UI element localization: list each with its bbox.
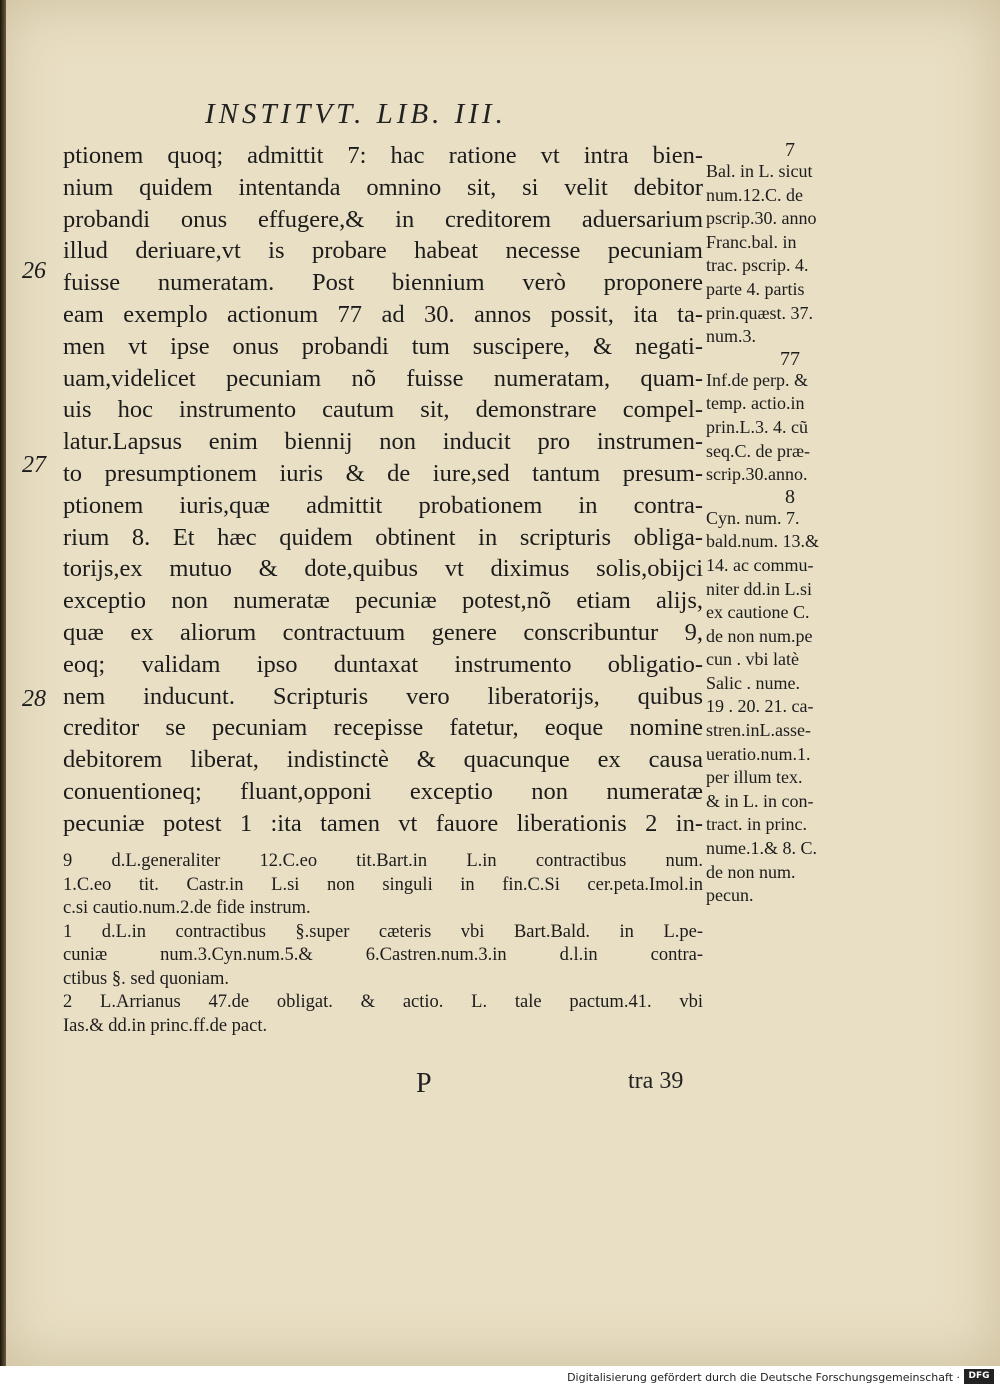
side-note-line: per illum tex. <box>706 767 803 788</box>
footnote-line: 9 d.L.generaliter 12.C.eo tit.Bart.in L.in contractibus num. <box>63 851 703 871</box>
footnote-line: ctibus §. sed quoniam. <box>63 968 229 989</box>
side-note-line: bald.num. 13.& <box>706 531 819 552</box>
side-note-line: Salic . nume. <box>706 672 800 693</box>
main-text-line: torijs,ex mutuo & dote,quibus vt diximus solis,obijci <box>63 555 703 583</box>
main-text-line: rium 8. Et hæc quidem obtinent in scripturis obliga- <box>63 523 703 551</box>
main-text-line: ptionem iuris,quæ admittit probationem in contra- <box>63 491 703 519</box>
side-notes-block <box>706 140 874 908</box>
main-text-line: to presumptionem iuris & de iure,sed tantum presum- <box>63 459 703 487</box>
main-text-line: fuisse numeratam. Post biennium verò proponere <box>63 269 703 297</box>
side-note-line: ex cautione C. <box>706 602 810 623</box>
side-note-number: 7 <box>785 139 795 161</box>
footnote-line: 2 L.Arrianus 47.de obligat. & actio. L. tale pactum.41. vbi <box>63 992 703 1012</box>
main-text-line: men vt ipse onus probandi tum suscipere, & negati- <box>63 332 703 360</box>
main-text-line: uam,videlicet pecuniam nõ fuisse numeratam, quam- <box>63 364 703 392</box>
footnote-line: cuniæ num.3.Cyn.num.5.& 6.Castren.num.3.in d.l.in contra- <box>63 945 703 965</box>
side-note-line: num.3. <box>706 326 757 347</box>
side-note-number: 8 <box>785 485 795 508</box>
side-note-line: parte 4. partis <box>706 278 805 299</box>
main-text-line: conuentioneq; fluant,opponi exceptio non numeratæ <box>63 777 703 805</box>
side-note-line: num.12.C. de <box>706 184 803 205</box>
side-note-line: scrip.30.anno. <box>706 464 808 485</box>
footnote-line: 1.C.eo tit. Castr.in L.si non singuli in fin.C.Si cer.peta.Imol.in <box>63 874 703 895</box>
side-note-line: cun . vbi latè <box>706 649 799 670</box>
side-note-line: nume.1.& 8. C. <box>706 838 817 859</box>
dfg-logo-icon: DFG <box>964 1369 994 1384</box>
main-text-block <box>63 140 703 840</box>
side-note-line: seq.C. de præ- <box>706 440 810 461</box>
side-note-line: tract. in princ. <box>706 814 807 835</box>
side-note-number: 77 <box>780 347 800 370</box>
side-note-line: 19 . 20. 21. ca- <box>706 696 814 717</box>
digitization-footer <box>0 1366 1000 1388</box>
main-text-line: pecuniæ potest 1 :ita tamen vt fauore liberationis 2 in- <box>63 809 703 837</box>
main-text-line: illud deriuare,vt is probare habeat necesse pecuniam <box>63 237 703 265</box>
side-note-line: Cyn. num. 7. <box>706 507 800 528</box>
side-note-line: & in L. in con- <box>706 790 814 811</box>
main-text-line: eoq; validam ipso duntaxat instrumento obligatio- <box>63 650 703 678</box>
side-note-line: pscrip.30. anno <box>706 208 817 229</box>
main-text-line: eam exemplo actionum 77 ad 30. annos possit, ita ta- <box>63 300 703 328</box>
footnote-line: Ias.& dd.in princ.ff.de pact. <box>63 1015 268 1036</box>
main-text-line: uis hoc instrumento cautum sit, demonstrare compel- <box>63 396 703 424</box>
margin-number: 27 <box>22 452 46 478</box>
footnote-line: c.si cautio.num.2.de fide instrum. <box>63 898 311 918</box>
main-text-line: nium quidem intentanda omnino sit, si velit debitor <box>63 173 703 201</box>
main-text-line: probandi onus effugere,& in creditorem aduersarium <box>63 205 703 233</box>
main-text-line: debitorem liberat, indistinctè & quacunque ex causa <box>63 746 703 774</box>
side-note-line: Inf.de perp. & <box>706 369 808 390</box>
margin-number: 26 <box>22 258 46 284</box>
footnote-line: 1 d.L.in contractibus §.super cæteris vbi Bart.Bald. in L.pe- <box>63 921 703 942</box>
main-text-line: nem inducunt. Scripturis vero liberatorijs, quibus <box>63 682 703 710</box>
main-text-line: latur.Lapsus enim biennij non inducit pro instrumen- <box>63 428 703 456</box>
side-note-line: ueratio.num.1. <box>706 743 811 764</box>
main-text-line: ptionem quoq; admittit 7: hac ratione vt intra bien- <box>63 142 703 169</box>
side-note-line: 14. ac commu- <box>706 554 814 575</box>
running-title: INSTITVT. LIB. III. <box>205 98 507 130</box>
margin-number: 28 <box>22 686 46 712</box>
main-text-line: exceptio non numeratæ pecuniæ potest,nõ etiam alijs, <box>63 587 703 615</box>
footnotes-block <box>63 850 703 1038</box>
side-note-line: temp. actio.in <box>706 393 805 414</box>
side-note-line: Franc.bal. in <box>706 231 797 252</box>
side-note-line: stren.inL.asse- <box>706 720 811 741</box>
catchword: tra 39 <box>628 1068 684 1094</box>
signature-mark: P <box>416 1068 432 1099</box>
side-note-line: de non num. <box>706 861 796 882</box>
page-binding-edge <box>0 0 6 1366</box>
side-note-line: niter dd.in L.si <box>706 578 812 599</box>
side-note-line: trac. pscrip. 4. <box>706 255 809 276</box>
side-note-line: prin.quæst. 37. <box>706 302 814 323</box>
funding-credit: Digitalisierung gefördert durch die Deutsche Forschungsgemeinschaft · <box>567 1371 960 1384</box>
main-text-line: quæ ex aliorum contractuum genere conscribuntur 9, <box>63 618 703 646</box>
side-note-line: Bal. in L. sicut <box>706 161 813 181</box>
side-note-line: de non num.pe <box>706 625 813 646</box>
side-note-line: prin.L.3. 4. cũ <box>706 416 808 437</box>
main-text-line: creditor se pecuniam recepisse fatetur, eoque nomine <box>63 714 703 742</box>
side-note-line: pecun. <box>706 885 754 906</box>
